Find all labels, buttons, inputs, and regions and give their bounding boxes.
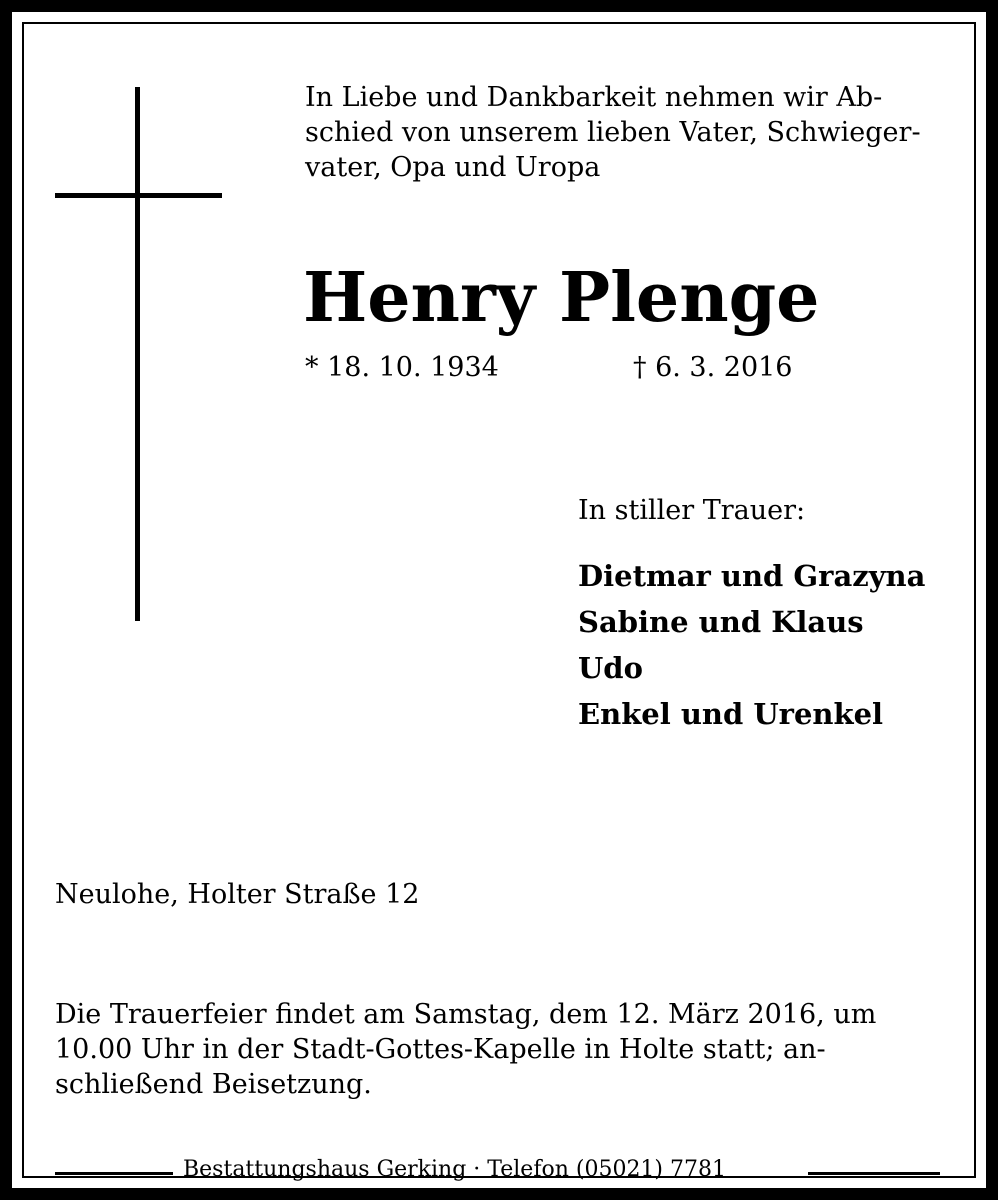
birth-date: * 18. 10. 1934	[305, 352, 499, 383]
mourner: Udo	[578, 651, 643, 685]
cross-vertical-bar	[135, 87, 140, 621]
funeral-service-text	[55, 997, 945, 1102]
death-date: † 6. 3. 2016	[633, 352, 793, 383]
cross-horizontal-bar	[55, 193, 222, 198]
footer-rule-right	[808, 1172, 940, 1175]
footer-rule-left	[55, 1172, 173, 1175]
intro-line: schied von unserem lieben Vater, Schwieger-	[305, 117, 921, 148]
mourner: Dietmar und Grazyna	[578, 559, 926, 593]
intro-text	[305, 80, 945, 185]
intro-line: vater, Opa und Uropa	[305, 152, 601, 183]
service-line: Die Trauerfeier findet am Samstag, dem 12. März 2016, um	[55, 999, 877, 1030]
mourning-heading: In stiller Trauer:	[578, 495, 806, 526]
mourners-list	[578, 553, 925, 737]
service-line: 10.00 Uhr in der Stadt-Gottes-Kapelle in Holte statt; an-	[55, 1034, 826, 1065]
service-line: schließend Beisetzung.	[55, 1069, 372, 1100]
mourner: Sabine und Klaus	[578, 605, 864, 639]
mourner: Enkel und Urenkel	[578, 697, 884, 731]
family-address: Neulohe, Holter Straße 12	[55, 879, 420, 910]
intro-line: In Liebe und Dankbarkeit nehmen wir Ab-	[305, 82, 883, 113]
deceased-name: Henry Plenge	[303, 258, 820, 338]
funeral-home-footer: Bestattungshaus Gerking · Telefon (05021) 7781	[183, 1157, 726, 1182]
